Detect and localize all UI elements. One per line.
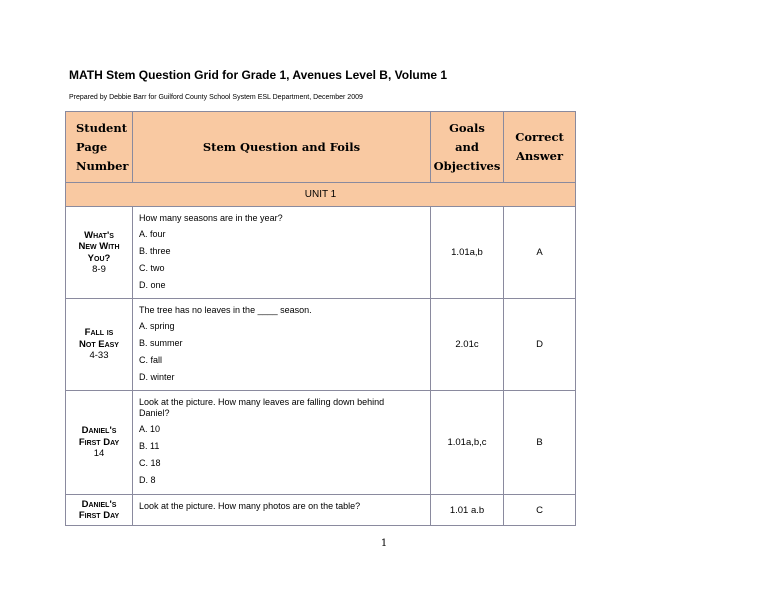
student-page-cell: Daniel's First Day 14 — [66, 391, 133, 495]
document-subtitle: Prepared by Debbie Barr for Guilford County School System ESL Department, December 2009 — [69, 94, 363, 101]
stem-cell — [133, 391, 431, 495]
stem-cell — [133, 299, 431, 391]
option: C. 18 — [139, 458, 161, 468]
option: C. fall — [139, 355, 163, 365]
option: B. 11 — [139, 441, 160, 451]
document-title: MATH Stem Question Grid for Grade 1, Avenues Level B, Volume 1 — [69, 68, 448, 82]
option: A. four — [139, 229, 166, 239]
option: D. one — [139, 280, 166, 290]
student-page-cell: Daniel's First Day — [66, 495, 133, 526]
table-row — [66, 495, 576, 526]
question-text: Look at the picture. How many photos are on the table? — [139, 501, 361, 511]
option: D. 8 — [139, 475, 156, 485]
stem-cell — [133, 207, 431, 299]
goal-cell: 1.01a,b — [431, 207, 504, 299]
table-row — [66, 207, 576, 299]
answer-cell: C — [504, 495, 576, 526]
question-text: How many seasons are in the year? — [139, 213, 283, 223]
student-page-cell: Fall is Not Easy 4-33 — [66, 299, 133, 391]
goal-cell: 2.01c — [431, 299, 504, 391]
unit-label: UNIT 1 — [66, 183, 576, 207]
option: A. spring — [139, 321, 175, 331]
option: B. three — [139, 246, 171, 256]
answer-cell: A — [504, 207, 576, 299]
option: C. two — [139, 263, 165, 273]
goal-cell: 1.01a,b,c — [431, 391, 504, 495]
header-student-page-number: Student Page Number — [66, 112, 133, 183]
answer-cell: D — [504, 299, 576, 391]
question-text: The tree has no leaves in the ____ season. — [139, 305, 312, 315]
unit-row — [66, 183, 576, 207]
header-correct-answer: Correct Answer — [504, 112, 576, 183]
table-row — [66, 391, 576, 495]
option: A. 10 — [139, 424, 161, 434]
goal-cell: 1.01 a.b — [431, 495, 504, 526]
option: B. summer — [139, 338, 183, 348]
page-number: 1 — [380, 538, 388, 549]
question-text: Look at the picture. How many leaves are falling down behind Daniel? — [139, 397, 385, 418]
student-page-cell: What's New With You? 8-9 — [66, 207, 133, 299]
header-goals-objectives: Goals and Objectives — [431, 112, 504, 183]
answer-cell: B — [504, 391, 576, 495]
stem-cell — [133, 495, 431, 526]
table-row — [66, 299, 576, 391]
stem-question-grid — [65, 111, 576, 526]
header-row — [66, 112, 576, 183]
option: D. winter — [139, 372, 175, 382]
header-stem-question: Stem Question and Foils — [133, 112, 431, 183]
